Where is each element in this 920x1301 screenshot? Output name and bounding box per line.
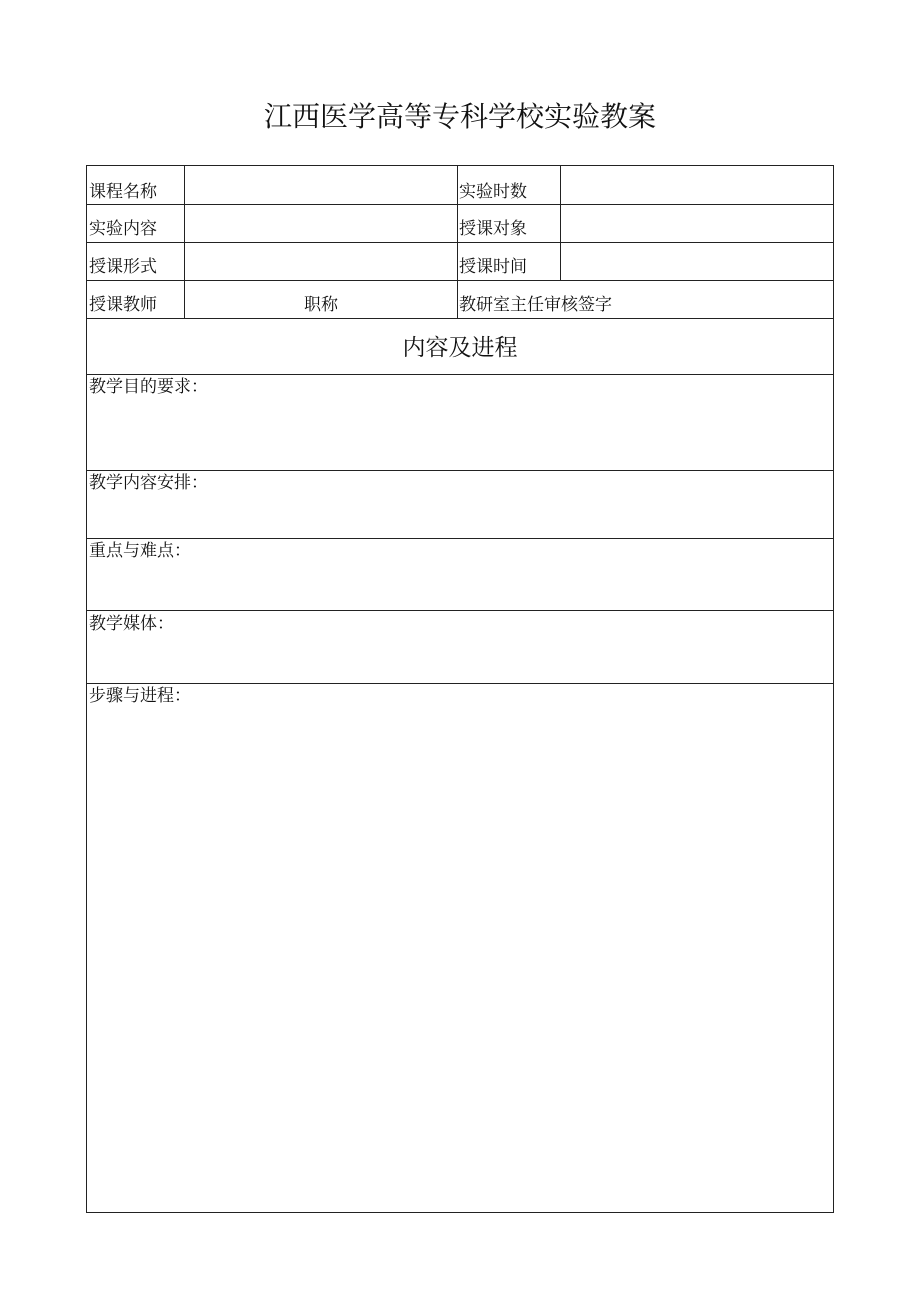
lab-hours-label: 实验时数 [459,182,527,202]
title-label: 职称 [304,295,338,315]
steps-label: 步骤与进程： [89,686,191,706]
key-points-label: 重点与难点： [89,541,191,561]
column-divider [457,166,458,318]
row-divider [87,374,833,375]
objectives-label: 教学目的要求： [89,377,208,397]
lab-content-label: 实验内容 [89,219,157,239]
audience-label: 授课对象 [459,219,527,239]
course-name-label: 课程名称 [89,182,157,202]
document-title: 江西医学高等专科学校实验教案 [263,100,656,133]
row-divider [87,242,833,243]
row-divider [87,538,833,539]
column-divider [560,166,561,280]
row-divider [87,318,833,319]
lesson-plan-form [86,165,834,1213]
arrangement-label: 教学内容安排： [89,473,208,493]
director-sign-label: 教研室主任审核签字 [459,295,612,315]
media-label: 教学媒体： [89,614,174,634]
row-divider [87,280,833,281]
row-divider [87,683,833,684]
row-divider [87,470,833,471]
row-divider [87,204,833,205]
content-section-heading: 内容及进程 [402,335,518,361]
column-divider [184,166,185,318]
teaching-form-label: 授课形式 [89,257,157,277]
row-divider [87,610,833,611]
teacher-label: 授课教师 [89,295,157,315]
teaching-time-label: 授课时间 [459,257,527,277]
